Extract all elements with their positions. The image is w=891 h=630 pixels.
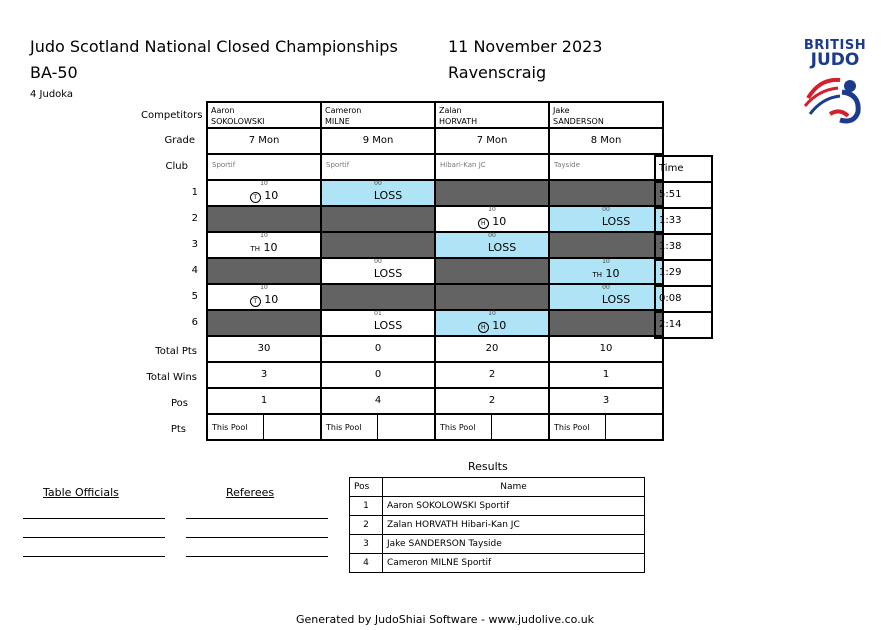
inactive-cell bbox=[208, 311, 320, 335]
score-icon: TH bbox=[250, 245, 261, 253]
results-header-name: Name bbox=[383, 478, 645, 497]
competitor-name: Jake SANDERSON bbox=[553, 106, 604, 126]
this-pool-cell: This Pool bbox=[322, 415, 434, 439]
british-judo-logo: BRITISH JUDO bbox=[795, 38, 875, 132]
signature-line bbox=[23, 537, 165, 538]
signature-line bbox=[23, 518, 165, 519]
total-pts: 0 bbox=[374, 343, 382, 354]
category: BA-50 bbox=[30, 63, 78, 82]
score-icon: H bbox=[478, 322, 489, 333]
label-club: Club bbox=[165, 161, 188, 172]
total-pts: 20 bbox=[485, 343, 499, 354]
signature-line bbox=[186, 518, 328, 519]
score-cell-win: 10 H 10 bbox=[436, 207, 548, 231]
pool-grid bbox=[206, 101, 664, 441]
position: 1 bbox=[260, 395, 268, 406]
inactive-cell bbox=[436, 285, 548, 309]
match-time: 5:51 bbox=[659, 189, 682, 200]
results-row: 4 Cameron MILNE Sportif bbox=[350, 554, 645, 573]
signature-line bbox=[186, 537, 328, 538]
match-time: 1:33 bbox=[659, 215, 682, 226]
judoka-count: 4 Judoka bbox=[30, 89, 74, 100]
venue: Ravenscraig bbox=[448, 63, 547, 82]
competitor-name: Zalan HORVATH bbox=[439, 106, 478, 126]
total-wins: 3 bbox=[260, 369, 268, 380]
label-match-3: 3 bbox=[191, 239, 198, 250]
event-date: 11 November 2023 bbox=[448, 37, 603, 56]
competitor-grade: 8 Mon bbox=[590, 135, 622, 146]
total-wins: 1 bbox=[602, 369, 610, 380]
score-cell-loss: 00 LOSS bbox=[436, 233, 548, 257]
position: 2 bbox=[488, 395, 496, 406]
score-icon: T bbox=[250, 296, 261, 307]
label-match-6: 6 bbox=[191, 317, 198, 328]
total-pts: 30 bbox=[257, 343, 271, 354]
label-match-4: 4 bbox=[191, 265, 198, 276]
referees-label: Referees bbox=[226, 486, 275, 499]
score-icon: TH bbox=[592, 271, 603, 279]
this-pool-cell: This Pool bbox=[436, 415, 548, 439]
table-officials-label: Table Officials bbox=[43, 486, 119, 499]
signature-line bbox=[186, 556, 328, 557]
label-match-1: 1 bbox=[191, 187, 198, 198]
label-match-2: 2 bbox=[191, 213, 198, 224]
label-match-5: 5 bbox=[191, 291, 198, 302]
competitor-name: Aaron SOKOLOWSKI bbox=[211, 106, 265, 126]
competitor-grade: 9 Mon bbox=[362, 135, 394, 146]
score-cell-win: 10 H 10 bbox=[436, 311, 548, 335]
results-row: 3 Jake SANDERSON Tayside bbox=[350, 535, 645, 554]
match-time: 2:14 bbox=[659, 319, 682, 330]
results-header-pos: Pos bbox=[350, 478, 383, 497]
inactive-cell bbox=[550, 181, 662, 205]
score-cell-loss: 00 LOSS bbox=[373, 258, 403, 280]
results-row: 2 Zalan HORVATH Hibari-Kan JC bbox=[350, 516, 645, 535]
competitor-club: Hibari-Kan JC bbox=[440, 161, 486, 169]
score-cell-win: 10 TH 10 bbox=[550, 259, 662, 283]
competitor-club: Sportif bbox=[212, 161, 236, 169]
score-cell-loss: 00 LOSS bbox=[550, 285, 662, 309]
total-wins: 2 bbox=[488, 369, 496, 380]
signature-line bbox=[23, 556, 165, 557]
competitor-club: Sportif bbox=[326, 161, 350, 169]
competitor-name: Cameron MILNE bbox=[325, 106, 362, 126]
inactive-cell bbox=[550, 311, 662, 335]
inactive-cell bbox=[322, 207, 434, 231]
footer-text: Generated by JudoShiai Software - www.judolive.co.uk bbox=[296, 613, 595, 626]
judoka-figure-icon bbox=[800, 68, 870, 128]
score-icon: T bbox=[250, 192, 261, 203]
total-wins: 0 bbox=[374, 369, 382, 380]
results-title: Results bbox=[468, 460, 508, 473]
time-column bbox=[654, 155, 713, 339]
position: 4 bbox=[374, 395, 382, 406]
inactive-cell bbox=[322, 233, 434, 257]
match-time: 1:29 bbox=[659, 267, 682, 278]
inactive-cell bbox=[208, 259, 320, 283]
label-pts: Pts bbox=[170, 424, 186, 435]
inactive-cell bbox=[436, 181, 548, 205]
score-cell-win: 10 T 10 bbox=[208, 181, 320, 205]
competitor-club: Tayside bbox=[554, 161, 580, 169]
competitor-grade: 7 Mon bbox=[248, 135, 280, 146]
results-table bbox=[349, 477, 645, 573]
inactive-cell bbox=[436, 259, 548, 283]
this-pool-cell: This Pool bbox=[208, 415, 320, 439]
score-cell-loss: 00 LOSS bbox=[322, 181, 434, 205]
score-cell-loss: 00 LOSS bbox=[550, 207, 662, 231]
inactive-cell bbox=[550, 233, 662, 257]
score-icon: H bbox=[478, 218, 489, 229]
label-pos: Pos bbox=[170, 398, 188, 409]
total-pts: 10 bbox=[599, 343, 613, 354]
label-total-wins: Total Wins bbox=[146, 372, 197, 383]
score-cell-loss: 01 LOSS bbox=[373, 310, 403, 332]
inactive-cell bbox=[322, 285, 434, 309]
this-pool-cell: This Pool bbox=[550, 415, 662, 439]
inactive-cell bbox=[208, 207, 320, 231]
results-row: 1 Aaron SOKOLOWSKI Sportif bbox=[350, 497, 645, 516]
match-time: 0:08 bbox=[659, 293, 682, 304]
time-header: Time bbox=[659, 163, 684, 174]
position: 3 bbox=[602, 395, 610, 406]
label-grade: Grade bbox=[164, 135, 195, 146]
match-time: 1:38 bbox=[659, 241, 682, 252]
score-cell-win: 10 TH 10 bbox=[250, 232, 278, 254]
label-competitors: Competitors bbox=[141, 110, 203, 121]
score-cell-win: 10 T 10 bbox=[208, 285, 320, 309]
competitor-grade: 7 Mon bbox=[476, 135, 508, 146]
event-title: Judo Scotland National Closed Championships bbox=[30, 37, 398, 56]
label-total-pts: Total Pts bbox=[155, 346, 197, 357]
